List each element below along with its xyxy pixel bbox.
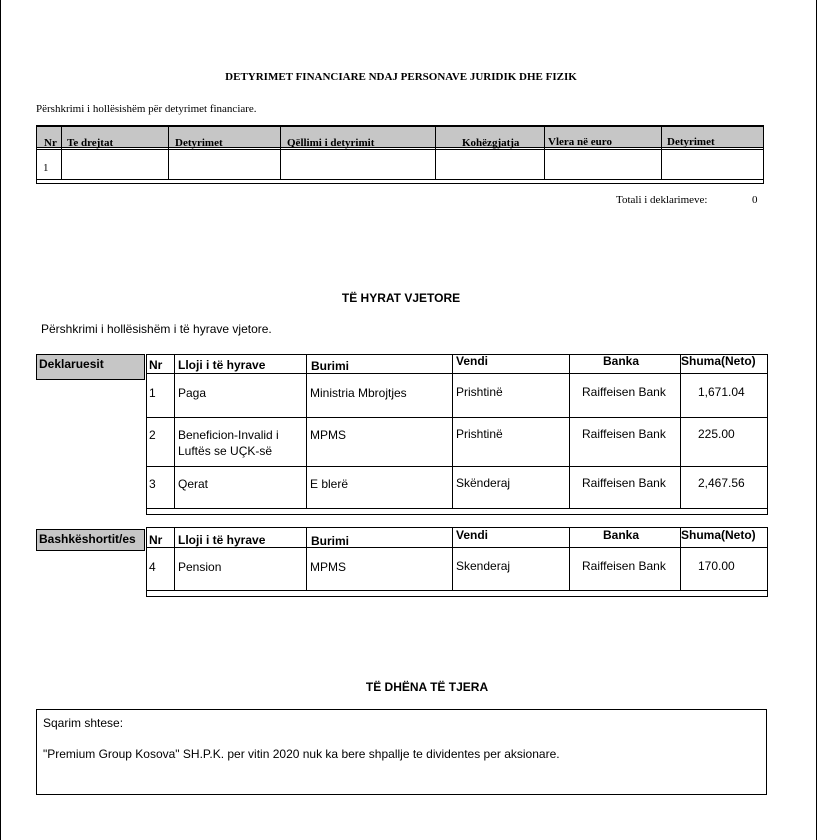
income-row-nr: 3 <box>149 477 156 491</box>
page-border-right <box>816 0 817 840</box>
income-row-nr: 2 <box>149 428 156 442</box>
table-rule <box>763 125 764 184</box>
table-rule <box>767 354 768 515</box>
liabilities-header-purpose: Qëllimi i detyrimit <box>287 137 375 149</box>
income-row-bank: Raiffeisen Bank <box>582 559 666 573</box>
other-notes-box <box>36 709 767 795</box>
income-row-place: Skenderaj <box>456 559 511 573</box>
table-rule <box>36 125 37 184</box>
income-row-bank: Raiffeisen Bank <box>582 385 666 399</box>
spouse-header-type: Lloji i të hyrave <box>178 533 266 547</box>
table-rule <box>146 590 768 591</box>
table-rule <box>569 354 570 509</box>
declarant-header-nr: Nr <box>149 358 163 372</box>
table-rule <box>146 514 768 515</box>
table-rule <box>306 354 307 509</box>
liabilities-header-nr: Nr <box>44 137 57 149</box>
table-rule <box>146 596 768 597</box>
spouse-header-bank: Banka <box>603 528 640 542</box>
table-rule <box>661 125 662 180</box>
liabilities-total-value: 0 <box>752 194 758 206</box>
liabilities-header-rights: Te drejtat <box>67 137 114 149</box>
income-description: Përshkrimi i hollësishëm i të hyrave vjetore. <box>41 322 272 336</box>
table-rule <box>174 354 175 509</box>
table-rule <box>146 354 147 515</box>
table-rule <box>36 147 764 148</box>
other-notes-label: Sqarim shtese: <box>43 716 124 730</box>
liabilities-header-obligations: Detyrimet <box>667 136 715 148</box>
income-row-source: E blerë <box>310 477 349 491</box>
table-rule <box>280 125 281 180</box>
table-rule <box>146 466 768 467</box>
table-rule <box>36 125 764 127</box>
page-border-left <box>0 0 1 840</box>
table-rule <box>36 149 764 150</box>
table-rule <box>146 508 768 509</box>
table-rule <box>544 125 545 180</box>
income-row-amount: 2,467.56 <box>698 476 745 490</box>
table-rule <box>452 527 453 591</box>
table-rule <box>61 125 62 180</box>
income-row-source: MPMS <box>310 428 346 442</box>
income-row-type: Pension <box>178 560 222 574</box>
income-row-type: Qerat <box>178 477 209 491</box>
declarant-label: Deklaruesit <box>36 354 145 380</box>
income-row-type: Beneficion-Invalid i <box>178 428 279 442</box>
declarant-header-bank: Banka <box>603 354 640 368</box>
liabilities-total-label: Totali i deklarimeve: <box>616 194 708 206</box>
income-row-source: Ministria Mbrojtjes <box>310 386 407 400</box>
table-rule <box>174 527 175 591</box>
income-row-bank: Raiffeisen Bank <box>582 427 666 441</box>
spouse-label: Bashkëshortit/es <box>36 529 145 551</box>
income-row-source: MPMS <box>310 560 346 574</box>
income-row-amount: 170.00 <box>698 559 735 573</box>
table-rule <box>306 527 307 591</box>
other-notes-text: "Premium Group Kosova" SH.P.K. per vitin 2020 nuk ka bere shpallje te dividentes per aksionare. <box>43 747 560 761</box>
declarant-header-amount: Shuma(Neto) <box>681 354 756 368</box>
liabilities-description: Përshkrimi i hollësishëm për detyrimet financiare. <box>36 103 257 115</box>
liabilities-header-duration: Kohëzgjatja <box>462 137 520 149</box>
liabilities-header-liabilities: Detyrimet <box>175 137 223 149</box>
income-row-amount: 1,671.04 <box>698 385 745 399</box>
liabilities-title: DETYRIMET FINANCIARE NDAJ PERSONAVE JURIDIK DHE FIZIK <box>225 71 577 83</box>
spouse-header-source: Burimi <box>311 534 350 548</box>
other-title: TË DHËNA TË TJERA <box>365 680 489 694</box>
spouse-header-nr: Nr <box>149 533 163 547</box>
income-row-bank: Raiffeisen Bank <box>582 476 666 490</box>
income-row-amount: 225.00 <box>698 427 735 441</box>
income-title: TË HYRAT VJETORE <box>341 291 461 305</box>
table-rule <box>36 183 764 184</box>
table-rule <box>146 527 147 597</box>
income-row-type: Luftës se UÇK-së <box>178 444 273 458</box>
income-row-place: Prishtinë <box>456 427 503 441</box>
declarant-header-source: Burimi <box>311 359 350 373</box>
income-row-nr: 4 <box>149 560 156 574</box>
table-rule <box>146 373 768 374</box>
income-row-place: Skënderaj <box>456 476 511 490</box>
liabilities-row-nr: 1 <box>43 162 49 174</box>
declarant-header-place: Vendi <box>456 354 489 368</box>
table-rule <box>767 527 768 597</box>
declarant-header-type: Lloji i të hyrave <box>178 358 266 372</box>
income-row-place: Prishtinë <box>456 385 503 399</box>
spouse-header-amount: Shuma(Neto) <box>681 528 756 542</box>
income-row-type: Paga <box>178 386 207 400</box>
table-rule <box>168 125 169 180</box>
table-rule <box>435 125 436 180</box>
table-rule <box>146 417 768 418</box>
table-rule <box>36 179 764 180</box>
spouse-header-place: Vendi <box>456 528 489 542</box>
liabilities-header-value: Vlera në euro <box>548 136 612 148</box>
table-rule <box>569 527 570 591</box>
liabilities-header-bg <box>37 127 763 147</box>
income-row-nr: 1 <box>149 386 156 400</box>
table-rule <box>452 354 453 509</box>
table-rule <box>680 354 681 509</box>
